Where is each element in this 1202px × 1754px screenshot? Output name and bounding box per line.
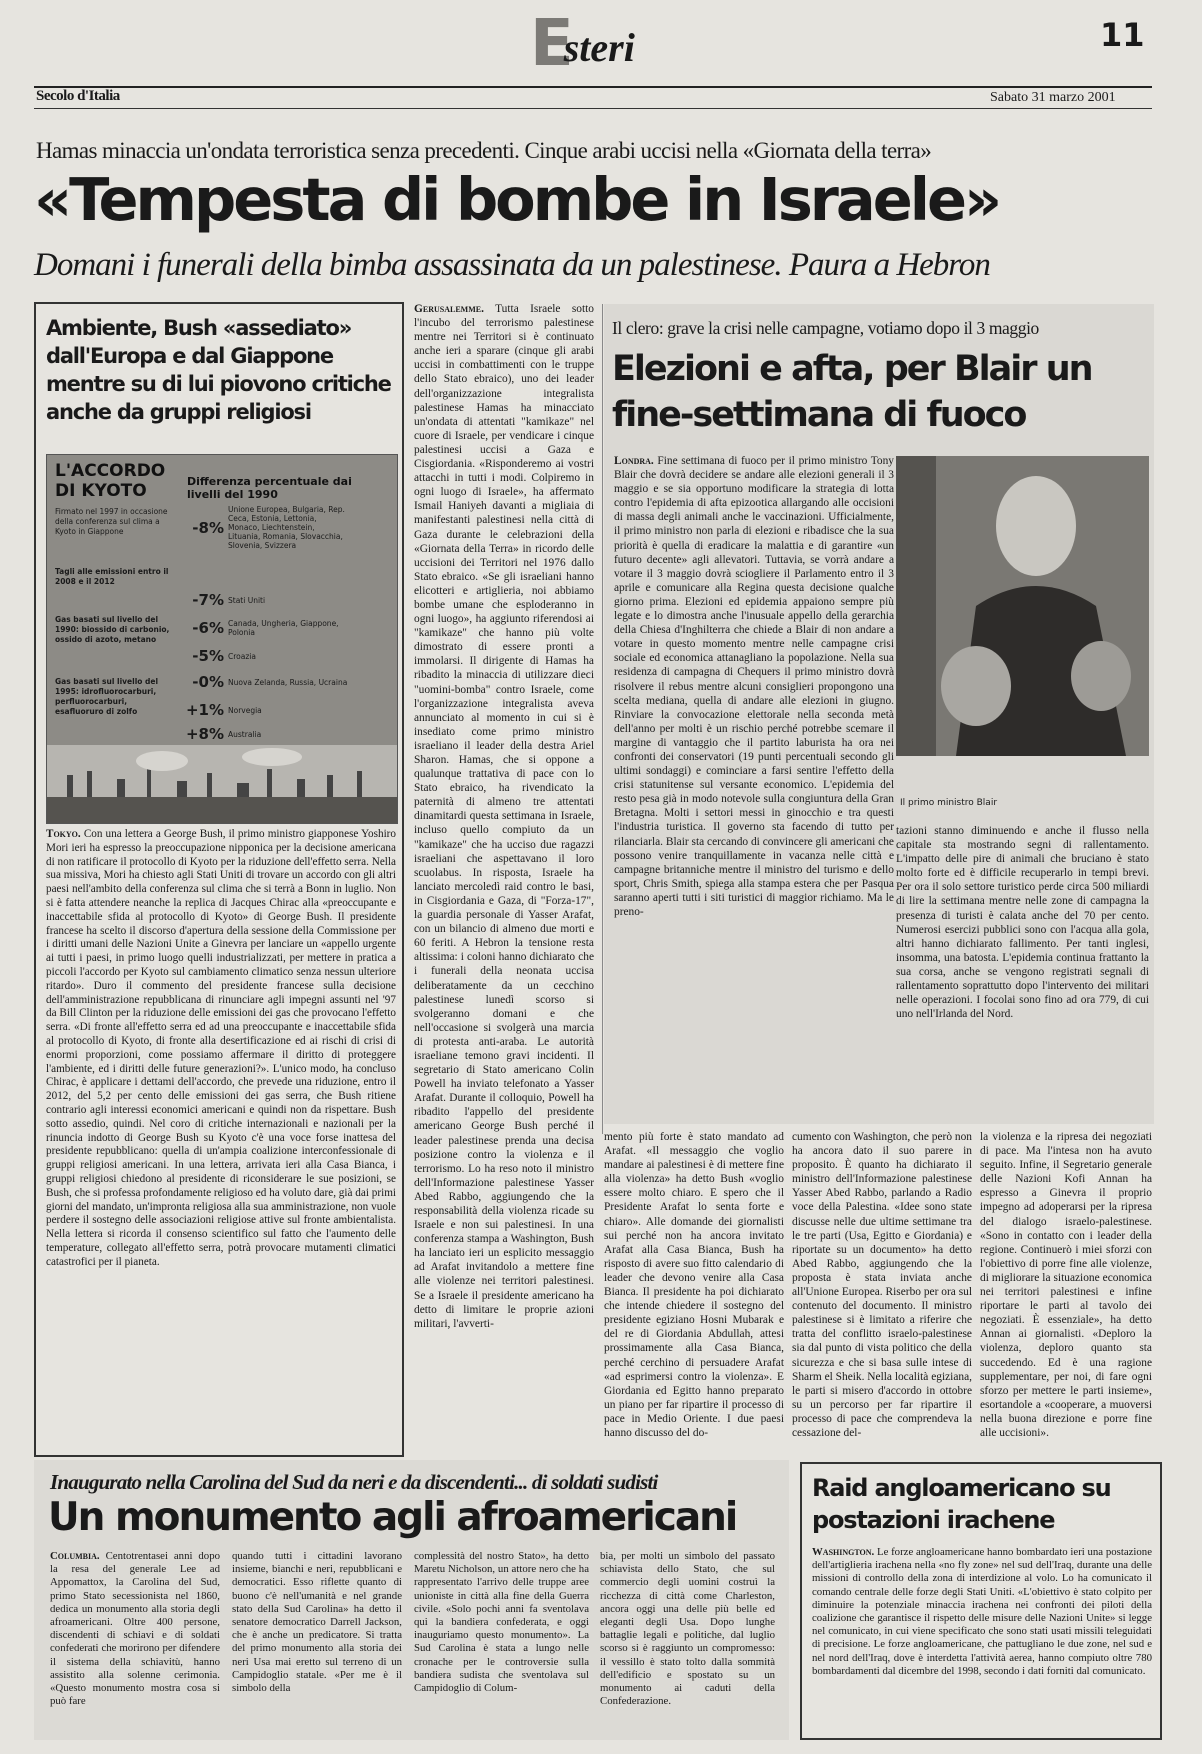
- blair-col2-text: tazioni stanno diminuendo e anche il flusso nella capitale sta mostrando segni di rallentamento. L'impatto delle pire di animali che bruciano è stato molto forte ed è difficile recuperarlo in tempi brevi. Per ora il solo settore turistico perde circa 500 miliardi di lire la settimana mentre nelle zone di campagna la presenza di turisti è calata anche del 70 per cento. Numerosi esercizi pubblici sono con l'acqua alla gola, altri hanno dichiarato fallimento. Per tanti inglesi, insomma, una batosta. L'epidemia continua frattanto la sua corsa, anche se vengono registrati segnali di rallentamento soprattutto dopo l'intervento dei militari nelle operazioni. I focolai sono fino ad ora 779, di cui uno nell'Irlanda del Nord.: [896, 825, 1149, 1021]
- monument-kicker: Inaugurato nella Carolina del Sud da neri e da discendenti... di soldati sudisti: [50, 1470, 658, 1494]
- top-story-column-2: [604, 1130, 784, 1439]
- bush-story-box: [34, 302, 404, 1457]
- kyoto-bullet-1: Tagli alle emissioni entro il 2008 e il 2012: [55, 567, 169, 586]
- top-story-col1-text: Tutta Israele sotto l'incubo del terrorismo palestinese mentre nei Territori si è continuato anche ieri a sparare (cinque gli arabi uccisi in combattimenti con le truppe dello Stato ebraico), uno dei leader dell'organizzazione integralista palestinese Hamas ha minacciato un'ondata di attentati "kamikaze" nel cuore di Israele, per vendicare i cinque palestinesi uccisi a Gaza e Cisgiordania. «Risponderemo ai vostri attacchi in tutti i modi. Colpiremo in ogni luogo di Israele», ha affermato Ismail Haniyeh davanti a migliaia di manifestanti palestinesi nella città di Gaza durante le celebrazioni della «Giornata della Terra» in ricordo delle uccisioni dei Territori nel 1976 dallo Stato ebraico. «Se gli israeliani hanno elicotteri e artiglieria, noi abbiamo bombe umane che esploderanno in ogni luogo», ha aggiunto riferendosi ai "kamikaze" che hanno più volte dimostrato di essere pronti a immolarsi. Il dirigente di Hamas ha ribadito la minaccia di utilizzare dieci "uomini-bomba" contro Israele, come l'organizzazione integralista aveva annunciato al momento in cui si è insediato come primo ministro israeliano il leader della destra Ariel Sharon. Hamas, che si oppone a qualunque trattativa di pace con lo Stato ebraico, ha rivendicato la paternità di almeno tre attentati dinamitardi questa settimana in Israele, incluso quello compiuto da un "kamikaze" che ha ucciso due ragazzi israeliani che aspettavano il loro scuolabus. In risposta, Israele ha lanciato mercoledì raid contro le basi, in Cisgiordania e Gaza, di "Forza-17", la guardia personale di Yasser Arafat, con un bilancio di almeno due morti e 60 feriti. A Hebron la tensione resta altissima: i coloni hanno dichiarato che i funerali della neonata uccisa deliberatamente da un cecchino palestinese lunedì scorso si svolgeranno domani e che nell'occasione si svolgerà una marcia di protesta anti-araba. Le autorità israeliane temono gravi incidenti. Il segretario di Stato americano Colin Powell ha inviato telefonato a Yasser Arafat. Durante il colloquio, Powell ha ribadito l'appello del presidente americano George Bush perché il leader palestinese prenda una decisa posizione contro la violenza e il terrorismo. Lo ha reso noto il ministro dell'Informazione palestinese Yasser Abed Rabbo, aggiungendo che la responsabilità della violenza ricade su Israele e non sui palestinesi. In una conferenza stampa a Washington, Bush ha lanciato ieri un esplicito messaggio ad Arafat invitandolo a mettere fine alle violenze nei territori palestinesi. Se a Israele il presidente americano ha detto di limitare le proprie azioni militari, l'avverti-: [414, 303, 594, 1330]
- monument-dateline: Columbia.: [50, 1550, 100, 1562]
- blair-dateline: Londra.: [614, 455, 654, 467]
- kyoto-row-countries: Stati Uniti: [228, 595, 266, 605]
- monument-story: [34, 1460, 789, 1740]
- kyoto-bullet-3: Gas basati sul livello del 1995: idrofluorocarburi, perfluorocarburi, esafluoruro di zolfo: [55, 677, 159, 716]
- top-story-col4-text: la violenza e la ripresa dei negoziati di pace. Ma l'intesa non ha avuto seguito. Infine, il Segretario generale delle Nazioni Kofi Annan ha espresso a Ginevra il proprio impegno ad adoperarsi per la ripresa del dialogo israelo-palestinese. «Sono in contatto con i leader della regione. Continuerò i miei sforzi con l'obiettivo di porre fine alle violenze, di migliorare la situazione economica nei territori palestinesi e infine riportare le parti al tavolo dei negoziati. È essenziale», ha detto Annan ai giornalisti. «Deploro la violenza, deploro quanto sta succedendo. Ed è una ragione supplementare, per noi, di fare ogni sforzo per mettere le parti insieme», esortandole a «cooperare, a muoversi nella buona direzione e porre fine alle uccisioni».: [980, 1131, 1152, 1439]
- top-kicker: Hamas minaccia un'ondata terroristica senza precedenti. Cinque arabi uccisi nella «Giornata della terra»: [36, 138, 932, 163]
- masthead-rule-bottom: [34, 108, 1152, 109]
- kyoto-row-countries: Nuova Zelanda, Russia, Ucraina: [228, 677, 348, 687]
- section-header: [0, 0, 1202, 120]
- kyoto-row-countries: Croazia: [228, 651, 256, 661]
- kyoto-row-percent: -8%: [192, 518, 224, 537]
- kyoto-row: [182, 619, 397, 637]
- blair-headline: Elezioni e afta, per Blair un fine-settimana di fuoco: [612, 349, 1092, 435]
- top-headline: «Tempesta di bombe in Israele»: [34, 165, 1000, 234]
- kyoto-title-2: DI KYOTO: [55, 481, 147, 501]
- bush-body-text: Con una lettera a George Bush, il primo ministro giapponese Yoshiro Mori ieri ha espresso la preoccupazione nipponica per la decisione americana di non ratificare il protocollo di Kyoto per la riduzione dell'effetto serra. Nella sua missiva, Mori ha chiesto agli Stati Uniti di trovare un accordo con gli altri paesi nell'ambito della conferenza sul clima che si terrà a Bonn in luglio. Non si è fatta attendere neanche la replica di Jacques Chirac alla «preoccupante e inaccettabile sfida al protocollo di Kyoto» di George Bush. Il presidente francese ha scelto il discorso d'apertura della sessione della Commissione per i diritti umani delle Nazioni Unite a Ginevra per lanciare un «appello urgente ai tutti i paesi, in primo luogo quelli industrializzati, per mettere in pratica a piccoli l'accordo per Kyoto sul cambiamento climatico senza nessun ulteriore ritardo». Duro il commento del presidente francese sulla decisione dell'amministrazione repubblicana di rinunciare agli impegni assunti nel '97 da Bill Clinton per la riduzione delle emissioni dei gas che provocano l'effetto serra. «Di fronte all'effetto serra ed ad una preoccupante e inaccettabile sfida al protocollo di Kyoto, di fronte alla desertificazione ed ai rischi di crisi di enormi proporzioni, come possiamo affermare il diritto di proteggere l'ambiente, ed i diritti delle future generazioni?». L'unico modo, ha concluso Chirac, è applicare i dettami dell'accordo, che prevede una riduzione, entro il 2012, del 5,2 per cento delle emissioni dei gas serra, che Bush ritiene contrario agli interessi economici americani e quindi non da rispettare. Bush sotto assedio, quindi. Nel coro di critiche internazionali e nazionali per la rinuncia indotto di George Bush su Kyoto c'è una voce forse inattesa del presidente repubblicano: quella di un'ampia coalizione interconfessionale di gruppi religiosi americani. In una lettera, arrivata ieri alla Casa Bianca, i gruppi religiosi chiedono al presidente di riconsiderare le sue posizioni, se Bush, che si professa profondamente religioso ed ha voluto dare, già dai primi giorni del mandato, un'impronta religiosa alla sua amministrazione, non vuole perdere il sostegno delle associazioni religiose attive sul fronte ambientalista. Nella lettera si ricorda il consenso scientifico sul fatto che l'aumento delle temperature, collegato all'effetto serra, potrà provocare mutamenti climatici catastrofici per il pianeta.: [46, 828, 397, 1268]
- top-subheadline: Domani i funerali della bimba assassinata da un palestinese. Paura a Hebron: [34, 247, 990, 283]
- kyoto-row-countries: Unione Europea, Bulgaria, Rep. Ceca, Estonia, Lettonia, Monaco, Liechtenstein, Lituania, Romania, Slovacchia, Slovenia, Svizzera: [228, 505, 345, 550]
- kyoto-row-percent: -5%: [192, 647, 224, 665]
- kyoto-row: [182, 591, 397, 609]
- blair-photo-image: [896, 456, 1149, 756]
- kyoto-row-percent: -6%: [192, 619, 224, 637]
- blair-col1-text: Fine settimana di fuoco per il primo ministro Tony Blair che dovrà decidere se andare alle elezioni generali il 3 maggio e se sia opportuno modificare la strategia di lotta contro l'epidemia di afta epizootica allargando alle occisioni di massa degli animali anche le vaccinazioni. Ufficialmente, il primo ministro non parla di elezioni e ribadisce che la sua priorità è quella di eradicare la malattia e di garantire «un futuro decente» agli allevatori. Tuttavia, se vorrà andare a votare il 3 maggio dovrà sciogliere il Parlamento entro il 3 aprile e comunicare alla Regina questa decisione qualche giorno prima. Elezioni ed epidemia appaiono sempre più legate e lo dimostra anche l'inusuale appello della gerarchia della Chiesa d'Inghilterra che chiede a Blair di non andare a votare in questo momento mentre nelle campagne crisi sociale ed economica attanagliano la popolazione. Nella sua residenza di campagna di Chequers il primo ministro dovrà risolvere il rebus mentre alcuni consiglieri propongono una scelta mediana, quella di andare alle elezioni in giugno. Rinviare la convocazione elettorale nella seconda metà dell'anno per molti è un rischio perché potrebbe scemare il margine di vantaggio che il partito laburista ha ora nei confronti dei conservatori (19 punti percentuali secondo gli ultimi sondaggi) e cominciare a farsi sentire l'effetto della crisi statunitense sul versante economico. L'epidemia del resto pesa già in modo notevole sulla congiuntura della Gran Bretagna. Molti i settori messi in ginocchio e tra questi l'industria turistica. Il governo sta facendo di tutto per rilanciarla. Blair sta cercando di convincere gli americani che possono venire tranquillamente in vacanza nelle città e campagne britanniche mentre il ministro del turismo e dello sport, Chris Smith, spiega alla stampa estera che per Pasqua saranno aperti tutti i siti turistici di maggior richiamo. Ma le preno-: [614, 455, 894, 918]
- monument-column-3: [414, 1550, 589, 1730]
- kyoto-row: [182, 701, 397, 719]
- monument-col3-text: complessità del nostro Stato», ha detto Maretu Nicholson, un attore nero che ha rappresentato l'arrivo delle truppe aree unioniste in città alla fine della Guerra civile. «Solo pochi anni fa sventolava qui la bandiera confederata, e oggi inauguriamo questo monumento». La Sud Carolina è stata a lungo nelle cronache per le controversie sulla bandiera sudista che sventolava sul Campidoglio di Colum-: [414, 1550, 589, 1695]
- section-initial: E: [530, 7, 574, 81]
- kyoto-row: [182, 647, 397, 665]
- blair-story-box: [604, 304, 1154, 1124]
- industrial-skyline-image: [47, 745, 397, 823]
- top-story-column-1: [414, 302, 594, 1427]
- kyoto-intro: Firmato nel 1997 in occasione della conferenza sul clima a Kyoto in Giappone: [55, 507, 168, 536]
- monument-column-4: [600, 1550, 775, 1730]
- kyoto-row-percent: +8%: [185, 725, 224, 743]
- monument-col2-text: quando tutti i cittadini lavorano insieme, bianchi e neri, repubblicani e democratici. Esso riflette quanto di buono c'è nell'umanità e nel grande stato della Sud Carolina» ha detto il senatore democratico Darrell Jackson, che è anche un predicatore. Si tratta del primo monumento alla storia dei neri Usa mai eretto sul terreno di un Campidoglio statale. «Per me è il simbolo della: [232, 1550, 402, 1695]
- section-title: [530, 7, 635, 82]
- monument-headline: Un monumento agli afroamericani: [48, 1495, 737, 1540]
- kyoto-infographic: [46, 454, 398, 824]
- iraq-dateline: Washington.: [812, 1546, 875, 1558]
- kyoto-row-percent: -0%: [192, 673, 224, 691]
- kyoto-row-countries: Australia: [228, 729, 262, 739]
- kyoto-row: [182, 673, 397, 691]
- bush-dateline: Tokyo.: [46, 828, 81, 840]
- kyoto-table: [182, 505, 397, 745]
- iraq-story-box: [800, 1462, 1162, 1740]
- iraq-headline: Raid angloamericano su postazioni irachene: [812, 1474, 1111, 1534]
- iraq-body-text: Le forze angloamericane hanno bombardato ieri una postazione dell'artiglieria irachena nella «no fly zone» nel sud dell'Iraq, durante una delle missioni di controllo della zona di interdizione al volo. Lo ha comunicato il comando centrale delle forze degli Stati Uniti. «L'obiettivo è stato colpito per diminuire la potenziale minaccia irachena nei confronti dei piloti della coalizione che garantisce il rispetto delle misure delle Nazioni Unite» si legge nel comunicato, in cui viene specificato che sono stati usati missili teleguidati di precisione. Le forze angloamericane, che pattugliano le due zone, nel sud e nel nord dell'Iraq, dove è interdetta l'attività aerea, hanno compiuto oltre 780 bombardamenti dal dicembre del 1998, secondo i dati forniti dal comunicato.: [812, 1546, 1152, 1677]
- newspaper-name: Secolo d'Italia: [36, 88, 120, 104]
- kyoto-row: [182, 725, 397, 743]
- blair-column-2: [896, 824, 1149, 1114]
- bush-headline: Ambiente, Bush «assediato» dall'Europa e dal Giappone mentre su di lui piovono critiche anche da gruppi religiosi: [46, 316, 391, 424]
- blair-column-1: [614, 454, 894, 1112]
- bush-body: [46, 828, 396, 1453]
- blair-photo-caption: Il primo ministro Blair: [900, 798, 998, 808]
- top-story-col2-text: mento più forte è stato mandato ad Arafat. «Il messaggio che voglio mandare ai palestinesi è di mettere fine alla violenza» ha detto Bush «voglio essere molto chiaro. E spero che il Presidente Arafat lo senta forte e chiaro». Alle domande dei giornalisti sui perché non ha ancora invitato Arafat alla Casa Bianca, Bush ha risposto di avere suo fitto calendario di leader che devono venire alla Casa Bianca. Il presidente ha poi dichiarato che intende chiedere il sostegno del presidente egiziano Hosni Mubarak e del re di Giordania Abdullah, attesi prossimamente alla Casa Bianca, perché cerchino di persuadere Arafat «ad esprimersi contro la violenza». E Giordania ed Egitto hanno preparato un piano per far ripartire il processo di pace in Medio Oriente. I due paesi hanno discusso del do-: [604, 1131, 784, 1439]
- kyoto-row-countries: Norvegia: [228, 705, 262, 715]
- kyoto-bullet-2: Gas basati sul livello del 1990: biossido di carbonio, ossido di azoto, metano: [55, 615, 170, 644]
- top-story-col3-text: cumento con Washington, che però non ha ancora dato il suo parere in proposito. È quanto ha dichiarato il ministro dell'Informazione palestinese Yasser Abed Rabbo, parlando a Radio voce della Palestina. «Idee sono state discusse nelle due ultime settimane tra le tre parti (Usa, Egitto e Giordania) e riportate su un documento» ha detto Abed Rabbo, aggiungendo che la proposta è stata inviata anche all'Unione Europea. Riserbo per ora sul contenuto del documento. Il ministro palestinese si è limitato a riferire che tratta del conflitto israelo-palestinese sia dal punto di vista politico che della sicurezza e che si basa sulle intese di Sharm el Sheik. Nella località egiziana, le parti si misero d'accordo in ottobre su un percorso per far ripartire il processo di pace che comprendeva la cessazione del-: [792, 1131, 972, 1439]
- monument-col4-text: bia, per molti un simbolo del passato schiavista dello Stato, che sul commercio degli uomini costruì la ricchezza di città come Charleston, ancora oggi una delle più belle ed eleganti degli Usa. Dopo lunghe battaglie legali e politiche, dal luglio scorso si è raggiunto un compromesso: il vessillo è stato tolto dalla sommità dell'edificio e spostato su un monumento ai caduti della Confederazione.: [600, 1550, 775, 1708]
- iraq-body: [812, 1546, 1152, 1734]
- masthead-rule: [34, 86, 1152, 88]
- top-dateline: Gerusalemme.: [414, 303, 484, 315]
- kyoto-row-countries: Canada, Ungheria, Giappone, Polonia: [228, 619, 339, 637]
- top-story-column-4: [980, 1130, 1152, 1439]
- kyoto-row-percent: +1%: [185, 701, 224, 719]
- column-divider: [602, 304, 603, 1134]
- page-number: 11: [1100, 16, 1145, 54]
- kyoto-row: [182, 505, 397, 550]
- monument-column-2: [232, 1550, 402, 1730]
- kyoto-table-title: Differenza percentuale dai livelli del 1990: [187, 475, 352, 501]
- kyoto-title-1: L'ACCORDO: [55, 461, 166, 481]
- monument-column-1: [50, 1550, 220, 1730]
- blair-photo: [896, 456, 1149, 756]
- monument-col1-text: Centotrentasei anni dopo la resa del generale Lee ad Appomattox, la Carolina del Sud, primo Stato secessionista nel 1860, dedica un monumento alla storia degli afroamericani. Oltre 400 persone, discendenti di schiavi e di soldati confederati che morirono per difendere il sistema della schiavitù, hanno assistito alla solenne cerimonia. «Questo monumento mostra cosa si può fare: [50, 1550, 220, 1708]
- top-story-column-3: [792, 1130, 972, 1439]
- issue-date: Sabato 31 marzo 2001: [990, 90, 1116, 105]
- kyoto-row-percent: -7%: [192, 591, 224, 609]
- blair-kicker: Il clero: grave la crisi nelle campagne, votiamo dopo il 3 maggio: [612, 318, 1039, 338]
- section-rest: steri: [563, 25, 635, 70]
